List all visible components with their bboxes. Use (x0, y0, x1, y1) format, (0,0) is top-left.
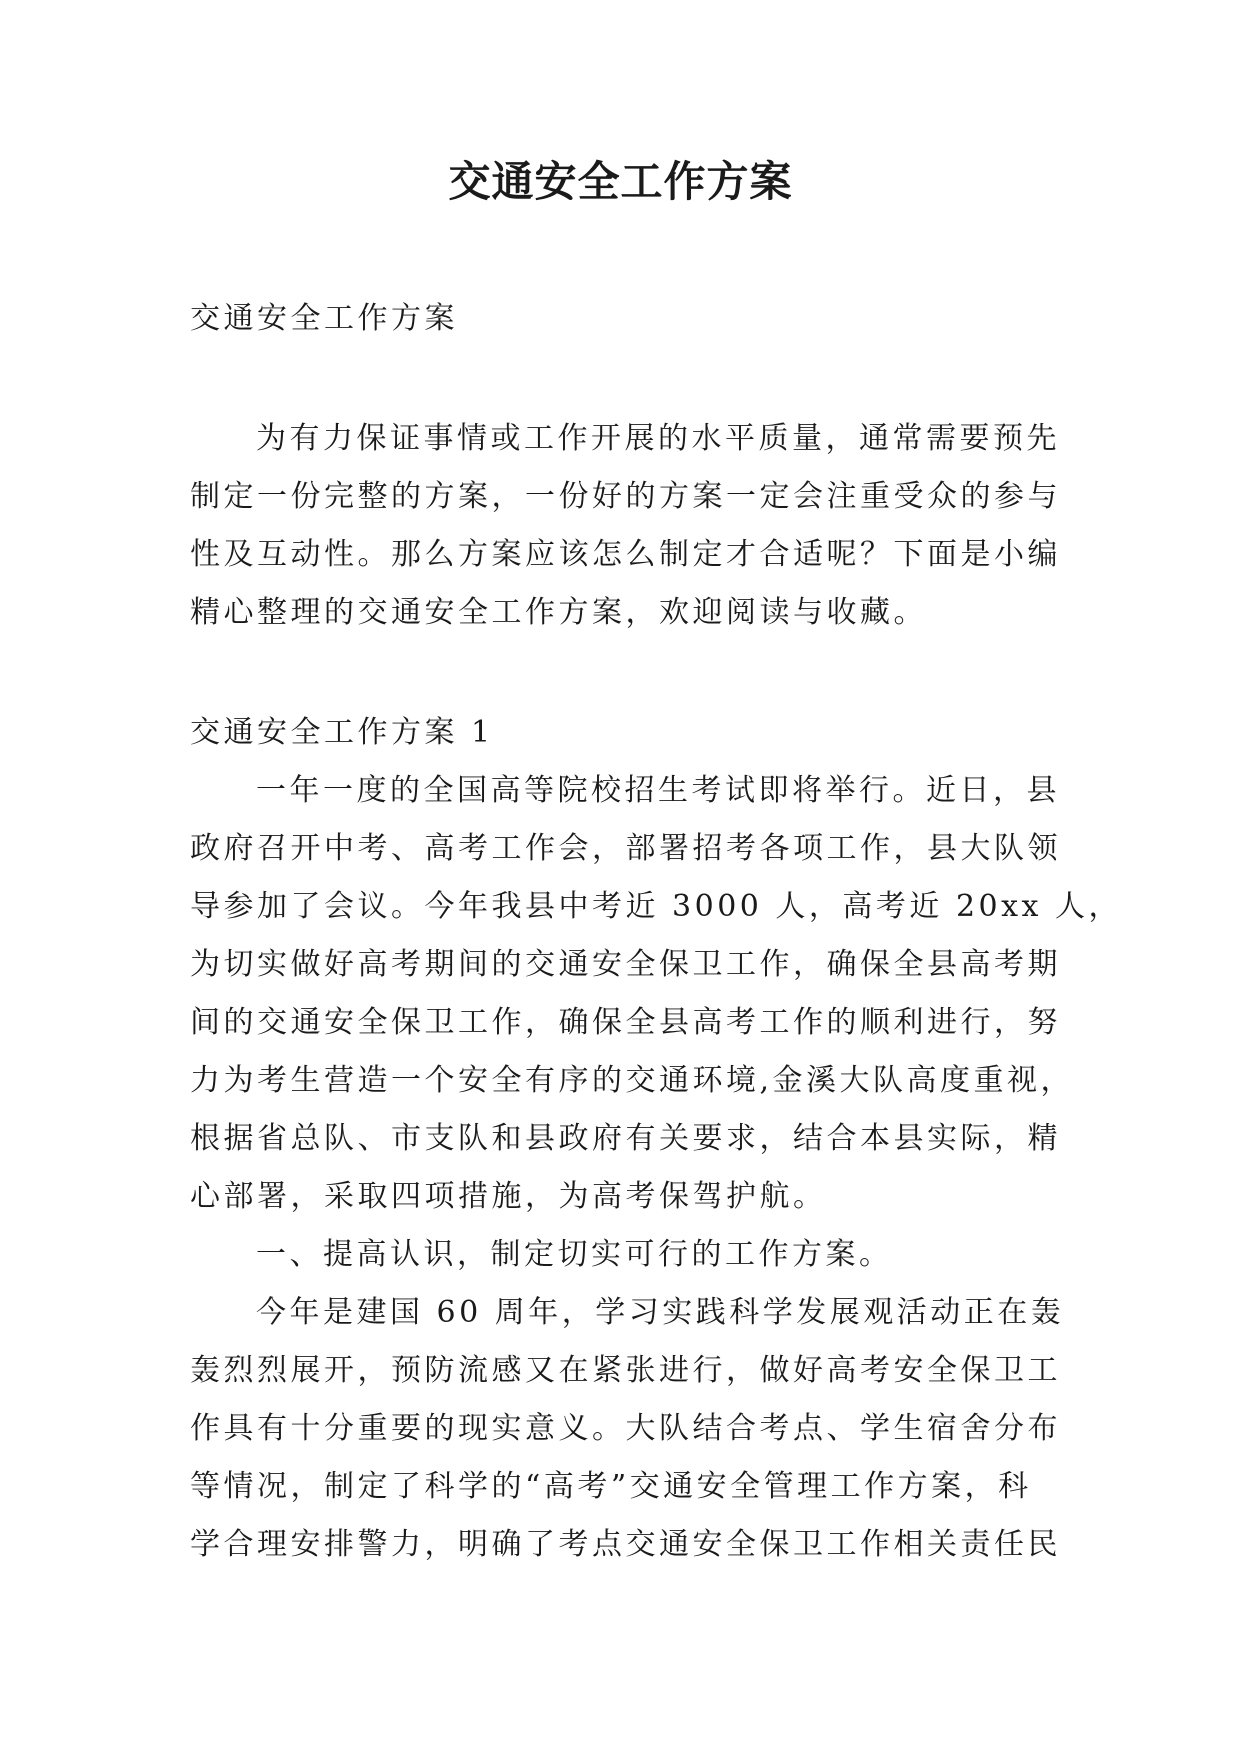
section-heading: 交通安全工作方案 1 (190, 715, 494, 750)
document-subtitle: 交通安全工作方案 (190, 301, 458, 336)
paragraph-line: 今年是建国 60 周年，学习实践科学发展观活动正在轰 (256, 1295, 1065, 1330)
blank-line (190, 348, 1060, 410)
blank-line (190, 642, 1060, 704)
paragraph-line: 间的交通安全保卫工作，确保全县高考工作的顺利进行，努 (190, 1005, 1061, 1040)
intro-line: 精心整理的交通安全工作方案，欢迎阅读与收藏。 (190, 595, 927, 630)
paragraph-line: 一年一度的全国高等院校招生考试即将举行。近日，县 (256, 773, 1060, 808)
paragraph-line: 作具有十分重要的现实意义。大队结合考点、学生宿舍分布 (190, 1411, 1061, 1446)
paragraph-line: 根据省总队、市支队和县政府有关要求，结合本县实际，精 (190, 1121, 1061, 1156)
intro-paragraph (190, 410, 1060, 642)
paragraph-line: 导参加了会议。今年我县中考近 3000 人，高考近 20xx 人， (190, 889, 1123, 924)
document-body (190, 290, 1123, 1574)
paragraph-2 (190, 1284, 1065, 1574)
paragraph-line: 政府召开中考、高考工作会，部署招考各项工作，县大队领 (190, 831, 1061, 866)
paragraph-line: 力为考生营造一个安全有序的交通环境,金溪大队高度重视， (190, 1063, 1075, 1098)
paragraph-line: 等情况，制定了科学的“高考”交通安全管理工作方案，科 (190, 1469, 1032, 1504)
paragraph-line: 心部署，采取四项措施，为高考保驾护航。 (190, 1179, 827, 1214)
intro-line: 制定一份完整的方案，一份好的方案一定会注重受众的参与 (190, 479, 1061, 514)
paragraph-line: 为切实做好高考期间的交通安全保卫工作，确保全县高考期 (190, 947, 1061, 982)
intro-line: 性及互动性。那么方案应该怎么制定才合适呢？下面是小编 (190, 537, 1061, 572)
intro-line: 为有力保证事情或工作开展的水平质量，通常需要预先 (256, 421, 1060, 456)
paragraph-1 (190, 762, 1123, 1226)
paragraph-line: 学合理安排警力，明确了考点交通安全保卫工作相关责任民 (190, 1527, 1061, 1562)
paragraph-line: 轰烈烈展开，预防流感又在紧张进行，做好高考安全保卫工 (190, 1353, 1061, 1388)
item-1-heading: 一、提高认识，制定切实可行的工作方案。 (256, 1237, 893, 1272)
document-title: 交通安全工作方案 (448, 157, 793, 206)
